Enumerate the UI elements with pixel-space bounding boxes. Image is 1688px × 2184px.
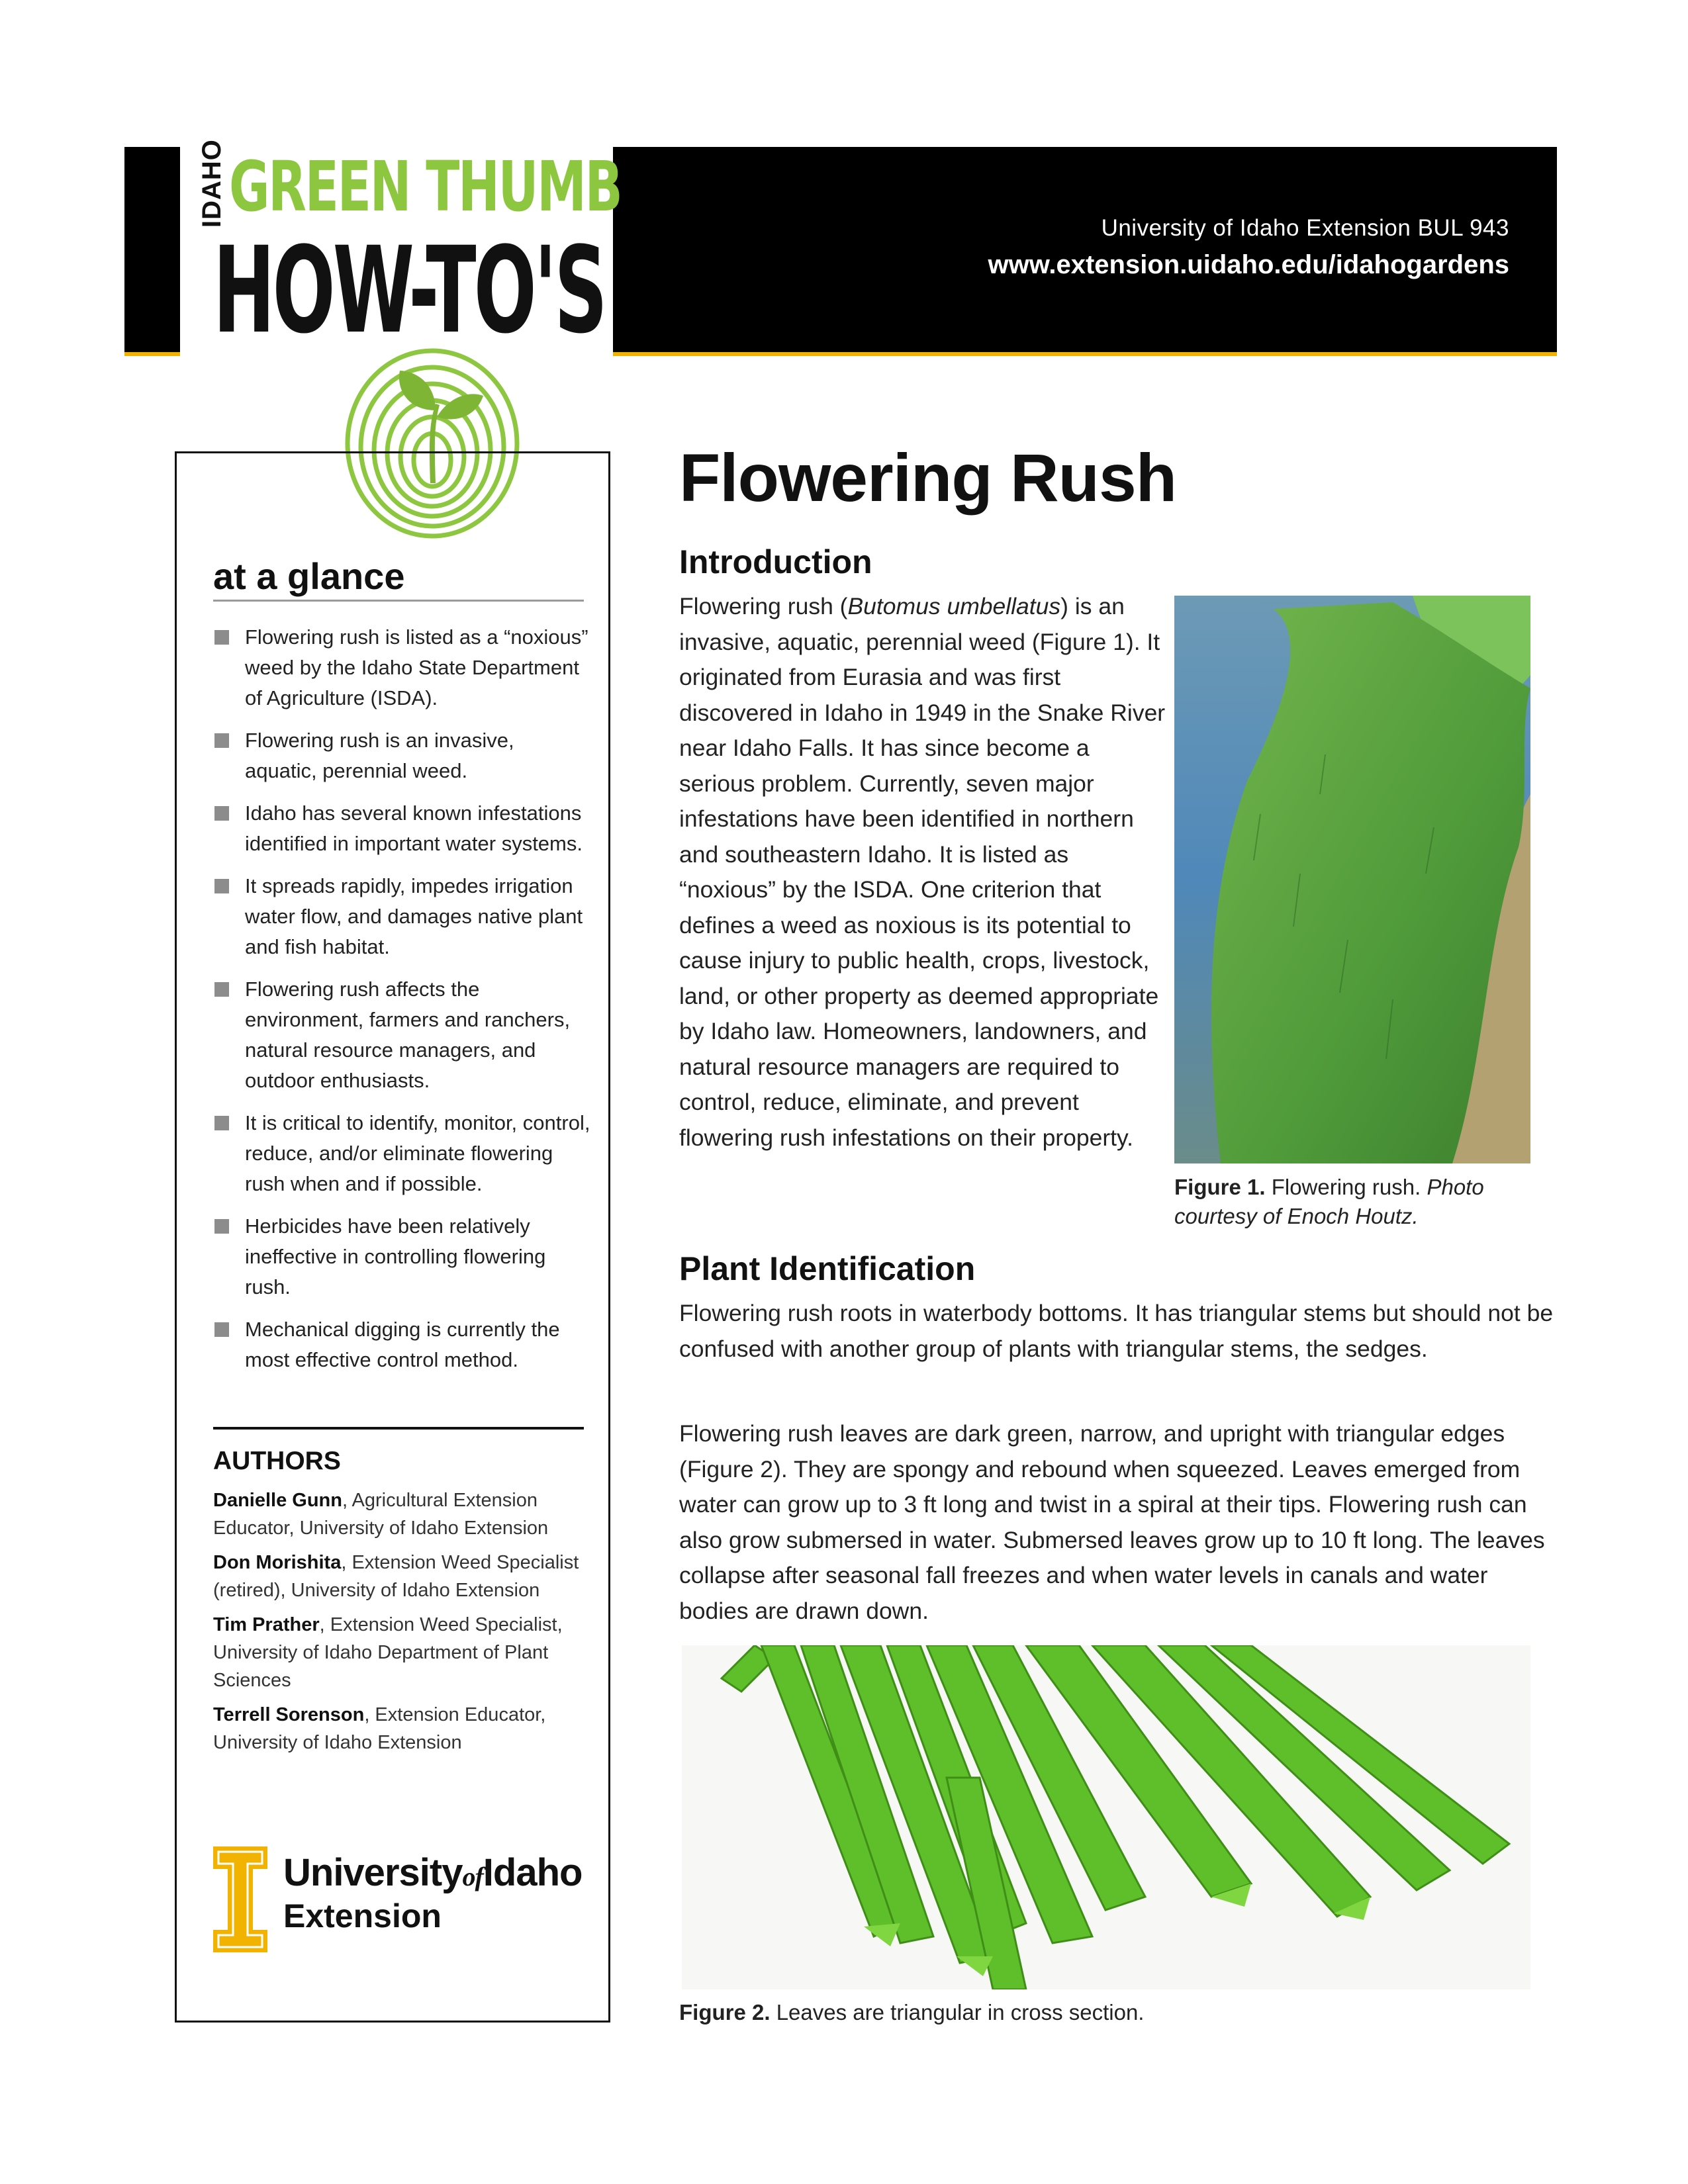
- author-role: , Extension Educator, University of Idaho Extension: [213, 1704, 546, 1753]
- at-a-glance-list: [213, 622, 590, 1387]
- bulletin-number: University of Idaho Extension BUL 943: [1101, 215, 1509, 241]
- logo-how-tos-text: HOW-TO'S: [213, 222, 606, 360]
- figure-1-caption: Figure 1. Flowering rush. Photo courtesy of Enoch Houtz.: [1174, 1175, 1484, 1228]
- square-bullet-icon: [214, 733, 229, 748]
- plant-identification-paragraph-1: Flowering rush roots in waterbody bottoms. It has triangular stems but should not be confused with another group of plants with triangular stems, the sedges.: [679, 1300, 1554, 1362]
- logo-idaho-text: IDAHO: [197, 139, 226, 228]
- at-a-glance-heading: at a glance: [213, 555, 405, 597]
- author-entry: [213, 1701, 584, 1756]
- square-bullet-icon: [214, 1116, 229, 1130]
- square-bullet-icon: [214, 1219, 229, 1234]
- header-gold-rule-right: [613, 352, 1557, 356]
- square-bullet-icon: [214, 630, 229, 645]
- authors-list: [213, 1486, 584, 1763]
- introduction-paragraph: Flowering rush (Butomus umbellatus) is an invasive, aquatic, perennial weed (Figure 1). It originated from Eurasia and was first discovered in Idaho in 1949 in the Snake River near Idaho Falls. It has since become a serious problem. Currently, seven major infestations have been identified in northern and southeastern Idaho. It is listed as “noxious” by the ISDA. One criterion that defines a weed as noxious is its potential to cause injury to public health, crops, livestock, land, or other property as deemed appropriate by Idaho law. Homeowners, landowners, and natural resource managers are required to control, reduce, eliminate, and prevent flowering rush infestations on their property.: [679, 593, 1166, 1151]
- authors-heading: AUTHORS: [213, 1447, 341, 1475]
- figure-2-caption: Figure 2. Leaves are triangular in cross section.: [679, 2000, 1145, 2025]
- logo-green-thumb-text: GREEN THUMB: [229, 146, 622, 227]
- author-name: Terrell Sorenson: [213, 1704, 365, 1725]
- plant-identification-heading: Plant Identification: [679, 1250, 976, 1287]
- author-role: , Agricultural Extension Educator, University of Idaho Extension: [213, 1490, 549, 1539]
- author-entry: [213, 1611, 584, 1694]
- figure-2-photo: [682, 1645, 1530, 1989]
- page-title: Flowering Rush: [679, 440, 1176, 516]
- square-bullet-icon: [214, 982, 229, 997]
- glance-divider: [213, 600, 584, 602]
- extension-wordmark: Extension: [283, 1897, 442, 1934]
- header-bar: [613, 147, 1557, 352]
- university-i-logo-icon: [213, 1846, 267, 1952]
- square-bullet-icon: [214, 1322, 229, 1337]
- list-item: Idaho has several known infestations identified in important water systems.: [213, 798, 590, 859]
- university-of-idaho-wordmark: UniversityofIdaho: [283, 1851, 583, 1894]
- list-item: Flowering rush is an invasive, aquatic, perennial weed.: [213, 725, 590, 786]
- list-item: It spreads rapidly, impedes irrigation water flow, and damages native plant and fish habitat.: [213, 871, 590, 962]
- plant-identification-paragraph-2: Flowering rush leaves are dark green, narrow, and upright with triangular edges (Figure 2). They are spongy and rebound when squeezed. Leaves emerged from water can grow up to 3 ft long and twist in a spiral at their tips. Flowering rush can also grow submersed in water. Submersed leaves grow up to 10 ft long. The leaves collapse after seasonal fall freezes and when water levels in canals and water bodies are drawn down.: [679, 1420, 1545, 1624]
- author-role: , Extension Weed Specialist, University of Idaho Department of Plant Sciences: [213, 1614, 563, 1691]
- author-role: , Extension Weed Specialist (retired), University of Idaho Extension: [213, 1552, 579, 1601]
- square-bullet-icon: [214, 806, 229, 821]
- introduction-heading: Introduction: [679, 543, 872, 580]
- author-name: Don Morishita: [213, 1552, 342, 1573]
- list-item: Mechanical digging is currently the most effective control method.: [213, 1314, 590, 1375]
- list-item: Flowering rush affects the environment, farmers and ranchers, natural resource managers, and outdoor enthusiasts.: [213, 974, 590, 1096]
- header-gold-rule-left: [124, 352, 180, 356]
- authors-divider: [213, 1427, 584, 1430]
- extension-url[interactable]: www.extension.uidaho.edu/idahogardens: [988, 250, 1509, 279]
- list-item: Herbicides have been relatively ineffective in controlling flowering rush.: [213, 1211, 590, 1302]
- figure-1-photo: [1174, 596, 1530, 1163]
- author-entry: [213, 1486, 584, 1542]
- list-item: It is critical to identify, monitor, control, reduce, and/or eliminate flowering rush when and if possible.: [213, 1108, 590, 1199]
- square-bullet-icon: [214, 879, 229, 893]
- list-item: Flowering rush is listed as a “noxious” weed by the Idaho State Department of Agriculture (ISDA).: [213, 622, 590, 713]
- author-name: Tim Prather: [213, 1614, 320, 1635]
- author-entry: [213, 1549, 584, 1604]
- author-name: Danielle Gunn: [213, 1490, 342, 1511]
- header-left-bar: [124, 147, 180, 356]
